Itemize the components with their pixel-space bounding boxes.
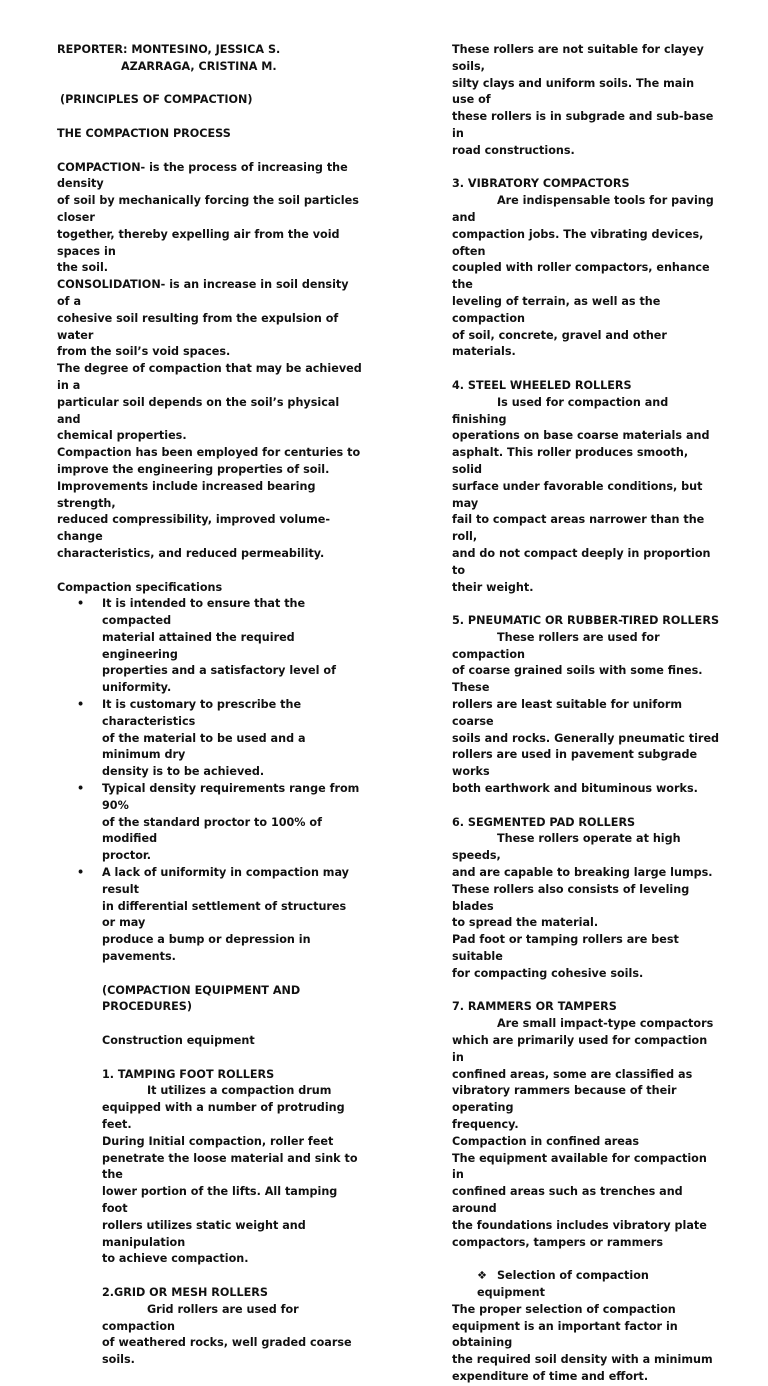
text-line: It is intended to ensure that the compacted	[102, 597, 306, 628]
text-line: the required soil density with a minimum	[452, 1353, 713, 1367]
text-line: together, thereby expelling air from the void spaces in	[57, 227, 340, 258]
text-line: rollers utilizes static weight and manipulation	[102, 1218, 306, 1249]
grid-continued-body	[452, 42, 720, 160]
text-line: Are small impact-type compactors	[497, 1017, 714, 1031]
text-line: operations on base coarse materials and	[452, 429, 710, 443]
construction-equipment-heading: Construction equipment	[102, 1034, 255, 1048]
text-line: both earthwork and bituminous works.	[452, 782, 698, 796]
specifications-list	[57, 596, 363, 966]
text-line: COMPACTION- is the process of increasing the density	[57, 160, 348, 191]
text-line: It utilizes a compaction drum	[147, 1084, 332, 1098]
reporter-line-2: AZARRAGA, CRISTINA M.	[121, 59, 277, 73]
compaction-process-body	[57, 160, 363, 563]
text-line: Compaction in confined areas	[452, 1134, 640, 1148]
text-line: lower portion of the lifts. All tamping foot	[102, 1185, 338, 1215]
text-line: Compaction has been employed for centuries to	[57, 446, 361, 460]
rammers-body	[452, 1016, 720, 1251]
list-item	[57, 781, 363, 865]
text-line: expenditure of time and effort.	[452, 1369, 649, 1383]
text-line: compactors, tampers or rammers	[452, 1235, 663, 1249]
text-line: proctor.	[102, 849, 152, 863]
segmented-heading: 6. SEGMENTED PAD ROLLERS	[452, 815, 636, 829]
text-line: A lack of uniformity in compaction may result	[102, 866, 349, 896]
text-line: chemical properties.	[57, 429, 187, 443]
text-line: These rollers are not suitable for clayey soils,	[452, 43, 704, 73]
text-line: density is to be achieved.	[102, 765, 265, 779]
text-line: uniformity.	[102, 681, 172, 695]
text-line: Grid rollers are used for compaction	[102, 1302, 299, 1333]
text-line: their weight.	[452, 580, 534, 594]
left-column	[57, 42, 363, 1369]
text-line: improve the engineering properties of soil.	[57, 462, 330, 476]
specifications-heading: Compaction specifications	[57, 580, 223, 594]
text-line: The equipment available for compaction in	[452, 1151, 707, 1182]
text-line: equipment is an important factor in obtaining	[452, 1319, 678, 1350]
text-line: the foundations includes vibratory plate	[452, 1218, 707, 1232]
right-column	[452, 42, 720, 1386]
text-line: These rollers are used for compaction	[452, 630, 660, 661]
text-line: Typical density requirements range from 90%	[102, 782, 360, 812]
principles-heading: (PRINCIPLES OF COMPACTION)	[60, 93, 253, 107]
text-line: of the standard proctor to 100% of modified	[102, 815, 322, 846]
text-line: During Initial compaction, roller feet	[102, 1134, 334, 1148]
text-line: These rollers operate at high speeds,	[452, 832, 681, 863]
text-line: equipped with a number of protruding feet.	[102, 1101, 345, 1131]
bullet-icon: •	[77, 597, 85, 611]
text-line: compaction jobs. The vibrating devices, often	[452, 227, 704, 258]
tamping-heading: 1. TAMPING FOOT ROLLERS	[102, 1067, 275, 1081]
text-line: Pad foot or tamping rollers are best suitable	[452, 933, 679, 964]
text-line: in differential settlement of structures or may	[102, 899, 347, 930]
pneumatic-body	[452, 630, 720, 798]
text-line: cohesive soil resulting from the expulsion of water	[57, 311, 339, 342]
text-line: These rollers also consists of leveling blades	[452, 882, 690, 913]
text-line: and are capable to breaking large lumps.	[452, 866, 713, 880]
text-line: silty clays and uniform soils. The main use of	[452, 76, 695, 107]
bullet-icon: •	[77, 866, 85, 880]
steel-body	[452, 395, 720, 597]
text-line: road constructions.	[452, 143, 575, 157]
text-line: Improvements include increased bearing strength,	[57, 479, 316, 510]
text-line: The proper selection of compaction	[452, 1302, 676, 1316]
vibratory-heading: 3. VIBRATORY COMPACTORS	[452, 177, 630, 191]
equipment-heading-line-2: PROCEDURES)	[102, 1000, 192, 1014]
grid-heading: 2.GRID OR MESH ROLLERS	[102, 1285, 268, 1299]
text-line: of coarse grained soils with some fines. These	[452, 664, 703, 695]
text-line: from the soil’s void spaces.	[57, 345, 231, 359]
text-line: for compacting cohesive soils.	[452, 966, 644, 980]
list-item	[57, 596, 363, 697]
rammers-heading: 7. RAMMERS OR TAMPERS	[452, 1000, 617, 1014]
text-line: and do not compact deeply in proportion to	[452, 546, 711, 577]
text-line: reduced compressibility, improved volume-change	[57, 513, 331, 544]
text-line: the soil.	[57, 261, 109, 275]
text-line: leveling of terrain, as well as the compaction	[452, 294, 661, 325]
text-line: produce a bump or depression in pavements.	[102, 933, 311, 964]
text-line: rollers are least suitable for uniform coarse	[452, 698, 683, 728]
vibratory-body	[452, 193, 720, 361]
text-line: confined areas such as trenches and around	[452, 1185, 683, 1215]
text-line: material attained the required engineering	[102, 630, 295, 661]
text-line: these rollers is in subgrade and sub-base in	[452, 110, 714, 140]
selection-heading: Selection of compaction equipment	[477, 1269, 649, 1299]
text-line: CONSOLIDATION- is an increase in soil density of a	[57, 278, 349, 308]
text-line: to spread the material.	[452, 916, 599, 930]
tamping-body	[57, 1083, 363, 1268]
selection-heading-line	[452, 1268, 720, 1302]
diamond-bullet-icon: ❖	[477, 1269, 488, 1283]
text-line: soils and rocks. Generally pneumatic tired	[452, 731, 720, 745]
pneumatic-heading: 5. PNEUMATIC OR RUBBER-TIRED ROLLERS	[452, 614, 719, 628]
text-line: Are indispensable tools for paving and	[452, 194, 714, 224]
text-line: which are primarily used for compaction in	[452, 1034, 708, 1064]
selection-body	[452, 1302, 720, 1386]
text-line: of soil by mechanically forcing the soil particles closer	[57, 194, 359, 224]
list-item	[57, 865, 363, 966]
text-line: of weathered rocks, well graded coarse soils.	[102, 1336, 352, 1367]
text-line: to achieve compaction.	[102, 1252, 249, 1266]
text-line: particular soil depends on the soil’s physical and	[57, 395, 340, 426]
text-line: frequency.	[452, 1118, 519, 1131]
text-line: properties and a satisfactory level of	[102, 664, 336, 678]
reporter-line-1: REPORTER: MONTESINO, JESSICA S.	[57, 43, 281, 56]
text-line: of soil, concrete, gravel and other materials.	[452, 328, 667, 359]
bullet-icon: •	[77, 698, 85, 712]
text-line: rollers are used in pavement subgrade works	[452, 748, 698, 779]
equipment-heading-line-1: (COMPACTION EQUIPMENT AND	[102, 983, 301, 997]
text-line: coupled with roller compactors, enhance the	[452, 261, 710, 292]
segmented-body	[452, 831, 720, 982]
text-line: Is used for compaction and finishing	[452, 395, 669, 426]
text-line: penetrate the loose material and sink to the	[102, 1151, 358, 1182]
bullet-icon: •	[77, 782, 85, 796]
steel-heading: 4. STEEL WHEELED ROLLERS	[452, 378, 632, 392]
text-line: of the material to be used and a minimum dry	[102, 731, 306, 762]
text-line: confined areas, some are classified as	[452, 1067, 693, 1081]
grid-body	[57, 1302, 363, 1369]
text-line: The degree of compaction that may be achieved in a	[57, 362, 362, 392]
text-line: fail to compact areas narrower than the roll,	[452, 513, 705, 544]
text-line: It is customary to prescribe the characteristics	[102, 698, 302, 728]
list-item	[57, 697, 363, 781]
text-line: characteristics, and reduced permeability.	[57, 546, 325, 560]
text-line: asphalt. This roller produces smooth, solid	[452, 446, 689, 476]
compaction-process-heading: THE COMPACTION PROCESS	[57, 126, 231, 140]
text-line: surface under favorable conditions, but may	[452, 479, 703, 510]
text-line: vibratory rammers because of their operating	[452, 1084, 677, 1115]
